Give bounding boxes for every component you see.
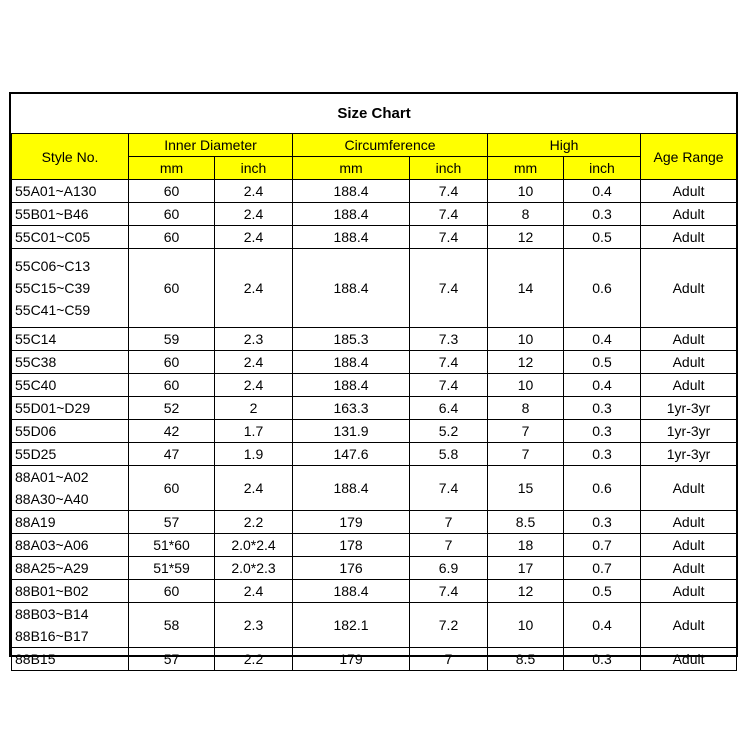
cell-h-inch: 0.3 <box>564 397 641 420</box>
subheader-id-inch: inch <box>215 157 293 180</box>
cell-c-inch: 7.4 <box>410 466 488 511</box>
cell-style-no <box>12 249 129 328</box>
cell-id-inch: 2.0*2.3 <box>215 557 293 580</box>
cell-c-mm: 176 <box>293 557 410 580</box>
cell-c-mm: 188.4 <box>293 180 410 203</box>
cell-style-no <box>12 648 129 671</box>
cell-age: Adult <box>641 511 737 534</box>
style-code: 88B01~B02 <box>15 583 89 599</box>
cell-id-inch: 2.4 <box>215 249 293 328</box>
cell-age: Adult <box>641 557 737 580</box>
cell-h-mm: 10 <box>488 374 564 397</box>
cell-h-inch: 0.6 <box>564 466 641 511</box>
style-code: 55D06 <box>15 423 57 439</box>
cell-h-inch: 0.6 <box>564 249 641 328</box>
cell-age: Adult <box>641 603 737 648</box>
cell-id-mm: 57 <box>129 648 215 671</box>
cell-h-mm: 8 <box>488 203 564 226</box>
style-code: 55B01~B46 <box>15 206 89 222</box>
cell-id-mm: 60 <box>129 180 215 203</box>
cell-c-mm: 188.4 <box>293 226 410 249</box>
cell-style-no <box>12 557 129 580</box>
cell-c-inch: 7.2 <box>410 603 488 648</box>
table-row <box>12 466 737 511</box>
cell-h-inch: 0.3 <box>564 648 641 671</box>
cell-style-no <box>12 374 129 397</box>
style-code: 55C15~C39 <box>15 280 91 296</box>
style-code: 55D25 <box>15 446 57 462</box>
cell-id-mm: 58 <box>129 603 215 648</box>
cell-h-inch: 0.3 <box>564 443 641 466</box>
table-row <box>12 534 737 557</box>
cell-c-inch: 7.3 <box>410 328 488 351</box>
cell-id-mm: 51*60 <box>129 534 215 557</box>
cell-id-inch: 2.4 <box>215 466 293 511</box>
cell-c-inch: 7 <box>410 648 488 671</box>
cell-c-mm: 179 <box>293 511 410 534</box>
header-style-no: Style No. <box>12 134 129 180</box>
cell-style-no <box>12 466 129 511</box>
table-row <box>12 557 737 580</box>
cell-h-inch: 0.5 <box>564 580 641 603</box>
style-code: 55D01~D29 <box>15 400 91 416</box>
size-chart-table <box>11 94 737 671</box>
table-body <box>12 180 737 671</box>
style-code: 55C41~C59 <box>15 302 91 318</box>
style-code: 55C38 <box>15 354 57 370</box>
cell-style-no <box>12 328 129 351</box>
cell-id-mm: 60 <box>129 203 215 226</box>
cell-style-no <box>12 203 129 226</box>
cell-id-inch: 2.0*2.4 <box>215 534 293 557</box>
cell-id-inch: 2.2 <box>215 511 293 534</box>
cell-id-inch: 2.4 <box>215 374 293 397</box>
table-row <box>12 603 737 648</box>
cell-style-no <box>12 420 129 443</box>
style-code: 55A01~A130 <box>15 183 97 199</box>
cell-c-mm: 188.4 <box>293 580 410 603</box>
cell-id-inch: 2 <box>215 397 293 420</box>
subheader-h-inch: inch <box>564 157 641 180</box>
table-row <box>12 180 737 203</box>
cell-h-inch: 0.3 <box>564 203 641 226</box>
cell-c-mm: 188.4 <box>293 249 410 328</box>
cell-h-inch: 0.3 <box>564 420 641 443</box>
cell-c-mm: 147.6 <box>293 443 410 466</box>
cell-h-mm: 14 <box>488 249 564 328</box>
cell-h-inch: 0.4 <box>564 180 641 203</box>
table-row <box>12 226 737 249</box>
cell-c-mm: 185.3 <box>293 328 410 351</box>
cell-age: 1yr-3yr <box>641 443 737 466</box>
subheader-c-inch: inch <box>410 157 488 180</box>
style-code: 55C14 <box>15 331 57 347</box>
cell-style-no <box>12 603 129 648</box>
cell-c-inch: 5.2 <box>410 420 488 443</box>
cell-style-no <box>12 226 129 249</box>
cell-id-inch: 1.7 <box>215 420 293 443</box>
cell-id-inch: 2.4 <box>215 580 293 603</box>
cell-c-inch: 7.4 <box>410 226 488 249</box>
cell-c-inch: 6.9 <box>410 557 488 580</box>
header-inner-diameter: Inner Diameter <box>129 134 293 157</box>
style-code: 88A03~A06 <box>15 537 89 553</box>
cell-age: Adult <box>641 351 737 374</box>
cell-c-mm: 178 <box>293 534 410 557</box>
cell-c-mm: 188.4 <box>293 203 410 226</box>
cell-c-mm: 179 <box>293 648 410 671</box>
style-code: 55C06~C13 <box>15 258 91 274</box>
cell-id-mm: 60 <box>129 374 215 397</box>
cell-c-inch: 7 <box>410 511 488 534</box>
cell-id-inch: 2.4 <box>215 351 293 374</box>
cell-h-mm: 7 <box>488 443 564 466</box>
cell-style-no <box>12 351 129 374</box>
cell-style-no <box>12 580 129 603</box>
cell-c-mm: 188.4 <box>293 466 410 511</box>
size-chart-frame <box>9 92 738 667</box>
cell-h-inch: 0.4 <box>564 603 641 648</box>
cell-h-mm: 10 <box>488 180 564 203</box>
cell-id-mm: 42 <box>129 420 215 443</box>
style-code: 55C01~C05 <box>15 229 91 245</box>
cell-age: Adult <box>641 648 737 671</box>
cell-id-mm: 57 <box>129 511 215 534</box>
cell-c-inch: 5.8 <box>410 443 488 466</box>
cell-style-no <box>12 397 129 420</box>
cell-c-mm: 131.9 <box>293 420 410 443</box>
cell-c-mm: 188.4 <box>293 374 410 397</box>
table-row <box>12 580 737 603</box>
cell-c-inch: 7.4 <box>410 249 488 328</box>
cell-style-no <box>12 180 129 203</box>
cell-h-mm: 12 <box>488 226 564 249</box>
style-code: 55C40 <box>15 377 57 393</box>
cell-c-inch: 6.4 <box>410 397 488 420</box>
cell-h-inch: 0.3 <box>564 511 641 534</box>
cell-id-mm: 51*59 <box>129 557 215 580</box>
table-row <box>12 443 737 466</box>
cell-id-inch: 2.4 <box>215 226 293 249</box>
cell-age: Adult <box>641 466 737 511</box>
cell-h-mm: 8 <box>488 397 564 420</box>
table-title: Size Chart <box>12 94 737 134</box>
table-row <box>12 374 737 397</box>
cell-style-no <box>12 534 129 557</box>
cell-id-inch: 2.2 <box>215 648 293 671</box>
cell-id-mm: 60 <box>129 249 215 328</box>
cell-id-mm: 60 <box>129 466 215 511</box>
cell-h-inch: 0.7 <box>564 534 641 557</box>
cell-id-inch: 2.4 <box>215 203 293 226</box>
cell-c-inch: 7.4 <box>410 203 488 226</box>
table-row <box>12 511 737 534</box>
cell-id-mm: 60 <box>129 580 215 603</box>
cell-h-inch: 0.5 <box>564 226 641 249</box>
cell-id-mm: 60 <box>129 226 215 249</box>
style-code: 88B15 <box>15 651 56 667</box>
cell-h-mm: 12 <box>488 580 564 603</box>
cell-c-inch: 7.4 <box>410 580 488 603</box>
cell-c-inch: 7.4 <box>410 351 488 374</box>
cell-h-mm: 10 <box>488 328 564 351</box>
subheader-h-mm: mm <box>488 157 564 180</box>
subheader-c-mm: mm <box>293 157 410 180</box>
cell-style-no <box>12 511 129 534</box>
header-age-range: Age Range <box>641 134 737 180</box>
cell-id-inch: 2.3 <box>215 328 293 351</box>
cell-h-inch: 0.7 <box>564 557 641 580</box>
cell-h-mm: 10 <box>488 603 564 648</box>
header-circumference: Circumference <box>293 134 488 157</box>
cell-h-mm: 18 <box>488 534 564 557</box>
table-row <box>12 648 737 671</box>
cell-id-mm: 60 <box>129 351 215 374</box>
header-high: High <box>488 134 641 157</box>
cell-c-mm: 182.1 <box>293 603 410 648</box>
table-row <box>12 249 737 328</box>
table-row <box>12 351 737 374</box>
cell-age: Adult <box>641 203 737 226</box>
cell-c-inch: 7.4 <box>410 180 488 203</box>
cell-age: Adult <box>641 180 737 203</box>
cell-h-mm: 8.5 <box>488 511 564 534</box>
cell-id-inch: 2.3 <box>215 603 293 648</box>
style-code: 88A01~A02 <box>15 469 89 485</box>
cell-h-mm: 7 <box>488 420 564 443</box>
table-row <box>12 328 737 351</box>
cell-age: Adult <box>641 374 737 397</box>
cell-age: 1yr-3yr <box>641 420 737 443</box>
cell-age: 1yr-3yr <box>641 397 737 420</box>
cell-c-inch: 7 <box>410 534 488 557</box>
cell-c-mm: 163.3 <box>293 397 410 420</box>
table-row <box>12 420 737 443</box>
cell-h-mm: 8.5 <box>488 648 564 671</box>
style-code: 88B03~B14 <box>15 606 89 622</box>
cell-style-no <box>12 443 129 466</box>
cell-h-mm: 12 <box>488 351 564 374</box>
table-row <box>12 397 737 420</box>
cell-age: Adult <box>641 226 737 249</box>
cell-c-inch: 7.4 <box>410 374 488 397</box>
cell-h-inch: 0.4 <box>564 328 641 351</box>
style-code: 88A19 <box>15 514 56 530</box>
style-code: 88A25~A29 <box>15 560 89 576</box>
cell-age: Adult <box>641 249 737 328</box>
cell-age: Adult <box>641 328 737 351</box>
cell-h-inch: 0.4 <box>564 374 641 397</box>
cell-h-mm: 15 <box>488 466 564 511</box>
cell-c-mm: 188.4 <box>293 351 410 374</box>
style-code: 88A30~A40 <box>15 491 89 507</box>
cell-age: Adult <box>641 580 737 603</box>
cell-age: Adult <box>641 534 737 557</box>
cell-id-inch: 2.4 <box>215 180 293 203</box>
cell-id-mm: 47 <box>129 443 215 466</box>
style-code: 88B16~B17 <box>15 628 89 644</box>
table-row <box>12 203 737 226</box>
cell-id-inch: 1.9 <box>215 443 293 466</box>
cell-h-mm: 17 <box>488 557 564 580</box>
cell-id-mm: 52 <box>129 397 215 420</box>
cell-id-mm: 59 <box>129 328 215 351</box>
cell-h-inch: 0.5 <box>564 351 641 374</box>
subheader-id-mm: mm <box>129 157 215 180</box>
